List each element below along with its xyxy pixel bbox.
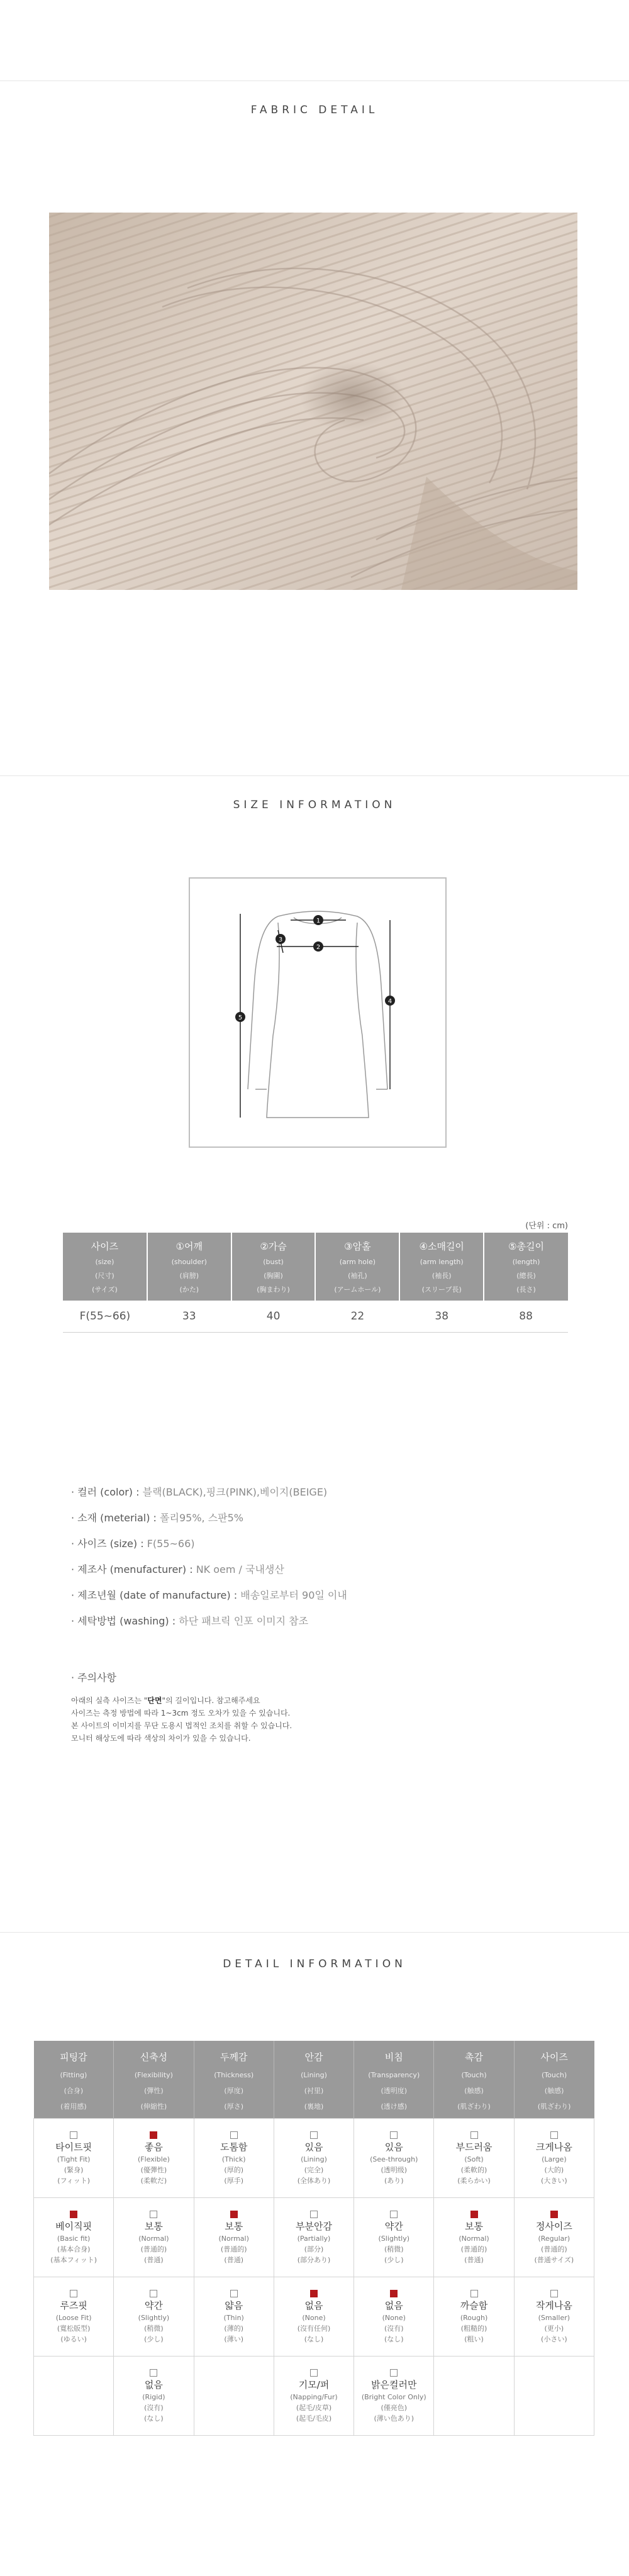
detail-col-en: (Touch): [542, 2071, 567, 2079]
detail-col-en: (Touch): [461, 2071, 487, 2079]
size-col-en: (arm length): [420, 1258, 464, 1266]
detail-option-zh: (基本合身): [57, 2245, 91, 2253]
checked-checkbox-icon: [470, 2211, 478, 2218]
detail-option-label: 없음: [384, 2300, 403, 2311]
size-col-zh: (胸圍): [264, 1272, 283, 1280]
checked-checkbox-icon: [70, 2211, 77, 2218]
detail-option-en: (Loose Fit): [55, 2314, 92, 2322]
detail-option-en: (None): [382, 2314, 406, 2322]
detail-option-jp: (普通): [224, 2256, 243, 2264]
detail-cell: [434, 2277, 514, 2357]
size-cell: 38: [399, 1301, 484, 1333]
detail-option: [114, 2369, 193, 2424]
detail-option: [274, 2211, 353, 2265]
detail-cell: [514, 2119, 594, 2198]
detail-option-jp: (普通): [464, 2256, 484, 2264]
detail-option-zh: (透明级): [381, 2166, 408, 2174]
detail-option: [354, 2290, 433, 2345]
notes-title: · 주의사항: [71, 1672, 116, 1684]
size-col-zh: (袖孔): [348, 1272, 367, 1280]
detail-option-label: 좋음: [144, 2141, 163, 2153]
detail-col-en: (Flexibility): [134, 2071, 173, 2079]
detail-option: [34, 2290, 113, 2345]
note-line-2: 사이즈는 측정 방법에 따라 1~3cm 정도 오차가 있을 수 있습니다.: [71, 1709, 291, 1718]
detail-cell: [354, 2198, 434, 2277]
detail-option-label: 있음: [384, 2141, 403, 2153]
detail-option-label: 약간: [384, 2221, 403, 2232]
size-col-jp: (長さ): [516, 1285, 536, 1294]
size-col-en: (size): [95, 1258, 114, 1266]
detail-option-zh: (寬松版型): [57, 2324, 91, 2333]
product-info-row: [71, 1557, 574, 1582]
detail-option: [434, 2290, 513, 2345]
detail-col-label: 안감: [304, 2051, 323, 2063]
product-info-label: · 컬러 (color) :: [71, 1486, 143, 1498]
checkbox-icon: [470, 2131, 478, 2139]
detail-option-en: (Basic fit): [57, 2235, 91, 2243]
checkbox-icon: [550, 2290, 558, 2297]
detail-col-zh: (彈性): [144, 2087, 164, 2095]
size-col-header: [231, 1233, 316, 1301]
product-info-list: [71, 1479, 574, 1634]
detail-option-zh: (稍微): [144, 2324, 164, 2333]
detail-option-jp: (薄い色あり): [374, 2414, 415, 2423]
detail-cell: [434, 2357, 514, 2436]
detail-option: [194, 2211, 274, 2265]
product-info-label: · 제조년월 (date of manufacture) :: [71, 1589, 241, 1601]
product-info-value: 배송일로부터 90일 이내: [240, 1589, 347, 1601]
caution-notes: [71, 1670, 574, 1745]
detail-option-jp: (起毛/毛皮): [296, 2414, 332, 2423]
detail-col-zh: (触感): [464, 2087, 484, 2095]
detail-option-label: 없음: [304, 2300, 323, 2311]
detail-cell: [274, 2277, 353, 2357]
fabric-photo: [49, 213, 577, 590]
product-info-value: 블랙(BLACK),핑크(PINK),베이지(BEIGE): [142, 1486, 328, 1498]
detail-option-zh: (僅亮色): [381, 2404, 408, 2412]
detail-option-label: 부드러움: [455, 2141, 493, 2153]
marker-5-label: 5: [238, 1014, 243, 1021]
detail-row: [34, 2277, 594, 2357]
checkbox-icon: [150, 2211, 157, 2218]
size-col-jp: (アームホール): [334, 1285, 381, 1294]
top-divider: [0, 80, 629, 81]
knit-fabric-image: [49, 213, 577, 590]
detail-col-jp: (着用感): [60, 2102, 87, 2111]
detail-option-jp: (柔軟だ): [140, 2177, 167, 2185]
detail-option-label: 크게나옴: [535, 2141, 572, 2153]
detail-option-jp: (なし): [144, 2414, 164, 2423]
detail-col-label: 비침: [384, 2051, 403, 2063]
section-divider-size: [0, 775, 629, 776]
detail-option-en: (Normal): [138, 2235, 169, 2243]
size-col-header: [315, 1233, 399, 1301]
detail-option: [274, 2290, 353, 2345]
detail-option: [434, 2131, 513, 2186]
size-cell: F(55~66): [63, 1301, 147, 1333]
detail-option-zh: (稍微): [384, 2245, 404, 2253]
detail-col-jp: (肌ざわり): [537, 2102, 571, 2111]
detail-option-label: 부분안감: [296, 2221, 332, 2232]
detail-option-label: 정사이즈: [535, 2221, 572, 2232]
detail-col-en: (Transparency): [368, 2071, 420, 2079]
product-info-value: NK oem / 국내생산: [196, 1563, 284, 1575]
detail-col-zh: (触感): [544, 2087, 564, 2095]
fabric-detail-title: FABRIC DETAIL: [250, 104, 379, 116]
checkbox-icon: [470, 2290, 478, 2297]
detail-option-label: 타이트핏: [55, 2141, 92, 2153]
detail-option: [515, 2290, 594, 2345]
detail-cell: [434, 2198, 514, 2277]
detail-option-jp: (なし): [384, 2335, 404, 2343]
size-col-header: [484, 1233, 568, 1301]
detail-option-en: (Smaller): [538, 2314, 571, 2322]
detail-option-jp: (少し): [384, 2256, 404, 2264]
detail-cell: [34, 2198, 114, 2277]
checkbox-icon: [390, 2369, 398, 2377]
detail-option-zh: (優彈性): [140, 2166, 167, 2174]
detail-option-en: (Tight Fit): [57, 2155, 91, 2163]
checkbox-icon: [310, 2211, 318, 2218]
detail-option: [34, 2131, 113, 2186]
section-divider-detail: [0, 1932, 629, 1933]
detail-col-jp: (透け感): [381, 2102, 408, 2111]
size-col-label: ③암홀: [344, 1241, 371, 1252]
detail-option-zh: (部分): [304, 2245, 324, 2253]
detail-option-jp: (柔らかい): [457, 2177, 491, 2185]
detail-option-en: (Rigid): [142, 2393, 165, 2401]
detail-option-en: (None): [302, 2314, 326, 2322]
detail-option: [354, 2369, 433, 2424]
size-col-zh: (袖長): [431, 1272, 452, 1280]
detail-option-jp: (少し): [144, 2335, 164, 2343]
detail-cell: [194, 2357, 274, 2436]
detail-col-label: 두께감: [220, 2051, 248, 2063]
detail-option-jp: (普通サイズ): [534, 2256, 574, 2264]
detail-option-en: (Flexible): [137, 2155, 170, 2163]
detail-option-label: 밝은컬러만: [371, 2379, 417, 2390]
detail-option-zh: (完全): [304, 2166, 324, 2174]
marker-3-label: 3: [278, 936, 283, 943]
detail-option-label: 루즈핏: [60, 2300, 87, 2311]
detail-col-en: (Lining): [301, 2071, 327, 2079]
size-col-header: [63, 1233, 147, 1301]
marker-2-label: 2: [316, 944, 321, 951]
detail-option-jp: (基本フィット): [50, 2256, 97, 2264]
marker-4-label: 4: [387, 998, 392, 1005]
checkbox-icon: [550, 2131, 558, 2139]
detail-option-label: 보통: [225, 2221, 243, 2232]
detail-cell: [194, 2277, 274, 2357]
detail-option-zh: (厚的): [224, 2166, 243, 2174]
checkbox-icon: [70, 2290, 77, 2297]
detail-col-zh: (衬里): [304, 2087, 324, 2095]
detail-col-en: (Thickness): [214, 2071, 254, 2079]
detail-cell: [194, 2119, 274, 2198]
detail-cell: [354, 2357, 434, 2436]
size-col-jp: (かた): [179, 1285, 199, 1294]
detail-col-jp: (厚さ): [224, 2102, 243, 2111]
detail-option-jp: (あり): [384, 2177, 404, 2185]
detail-cell: [34, 2357, 114, 2436]
size-col-jp: (サイズ): [92, 1285, 118, 1294]
size-information-title: SIZE INFORMATION: [233, 799, 396, 811]
detail-cell: [34, 2277, 114, 2357]
detail-cell: [514, 2277, 594, 2357]
size-col-label: ①어깨: [175, 1241, 203, 1252]
checkbox-icon: [150, 2369, 157, 2377]
size-table: [63, 1233, 568, 1333]
product-info-row: [71, 1608, 574, 1634]
checkbox-icon: [310, 2369, 318, 2377]
size-col-header: [399, 1233, 484, 1301]
detail-option-jp: (小さい): [541, 2335, 567, 2343]
detail-col-zh: (合身): [64, 2087, 84, 2095]
note-line-3: 본 사이트의 이미지를 무단 도용시 법적인 조치를 취할 수 있습니다.: [71, 1721, 292, 1730]
checkbox-icon: [150, 2290, 157, 2297]
detail-option: [515, 2211, 594, 2265]
detail-option-en: (Regular): [538, 2235, 571, 2243]
size-col-en: (arm hole): [339, 1258, 376, 1266]
detail-option-zh: (沒有): [384, 2324, 404, 2333]
detail-option-label: 없음: [144, 2379, 163, 2390]
product-info-row: [71, 1505, 574, 1531]
checkbox-icon: [70, 2131, 77, 2139]
detail-option-en: (Lining): [301, 2155, 327, 2163]
detail-option-jp: (普通): [144, 2256, 164, 2264]
detail-col-label: 신축성: [140, 2051, 168, 2063]
size-row: [63, 1301, 568, 1333]
detail-option-zh: (普通的): [220, 2245, 247, 2253]
detail-option-jp: (大きい): [541, 2177, 567, 2185]
detail-option-en: (Soft): [464, 2155, 484, 2163]
size-col-en: (shoulder): [171, 1258, 207, 1266]
checkbox-icon: [310, 2131, 318, 2139]
detail-option-en: (Normal): [459, 2235, 489, 2243]
detail-option-label: 있음: [304, 2141, 323, 2153]
detail-option-en: (Normal): [218, 2235, 249, 2243]
detail-option-zh: (沒有任何): [297, 2324, 331, 2333]
detail-option-en: (Slightly): [378, 2235, 410, 2243]
detail-col-zh: (厚度): [224, 2087, 243, 2095]
size-col-label: ④소매길이: [419, 1241, 464, 1252]
product-info-row: [71, 1582, 574, 1608]
detail-option: [354, 2131, 433, 2186]
marker-1-label: 1: [316, 918, 321, 924]
product-info-value: 폴리95%, 스판5%: [160, 1512, 243, 1524]
detail-col-header: [34, 2041, 114, 2119]
detail-option-zh: (起毛/皮草): [296, 2404, 332, 2412]
detail-option-jp: (厚手): [224, 2177, 243, 2185]
detail-col-header: [354, 2041, 434, 2119]
detail-option-zh: (緊身): [64, 2166, 84, 2174]
detail-col-header: [514, 2041, 594, 2119]
detail-option-en: (Partially): [297, 2235, 331, 2243]
detail-option: [274, 2369, 353, 2424]
checkbox-icon: [390, 2211, 398, 2218]
detail-cell: [514, 2357, 594, 2436]
detail-option-label: 보통: [465, 2221, 484, 2232]
detail-cell: [114, 2119, 194, 2198]
checked-checkbox-icon: [150, 2131, 157, 2139]
checked-checkbox-icon: [310, 2290, 318, 2297]
detail-row: [34, 2119, 594, 2198]
detail-option: [114, 2211, 193, 2265]
detail-option-label: 까슬함: [460, 2300, 488, 2311]
note-line-4: 모니터 해상도에 따라 색상의 차이가 있을 수 있습니다.: [71, 1734, 251, 1743]
checked-checkbox-icon: [390, 2290, 398, 2297]
detail-row: [34, 2357, 594, 2436]
detail-option-zh: (薄的): [224, 2324, 243, 2333]
dress-outline-diagram: [190, 879, 445, 1146]
detail-col-label: 사이즈: [540, 2051, 568, 2063]
detail-option-zh: (柔軟的): [460, 2166, 487, 2174]
detail-option-jp: (薄い): [224, 2335, 243, 2343]
detail-col-header: [434, 2041, 514, 2119]
product-info-row: [71, 1531, 574, 1557]
detail-col-jp: (伸縮性): [140, 2102, 167, 2111]
product-info-value: 하단 패브릭 인포 이미지 참조: [179, 1615, 309, 1627]
detail-col-header: [274, 2041, 353, 2119]
detail-option-label: 약간: [144, 2300, 163, 2311]
product-info-label: · 제조사 (menufacturer) :: [71, 1563, 196, 1575]
product-info-value: F(55~66): [147, 1538, 195, 1550]
detail-col-header: [114, 2041, 194, 2119]
size-col-label: 사이즈: [91, 1241, 119, 1252]
detail-option-en: (Thick): [221, 2155, 246, 2163]
product-info-label: · 사이즈 (size) :: [71, 1538, 147, 1550]
detail-option-en: (Bright Color Only): [361, 2393, 426, 2401]
size-col-label: ⑤총길이: [508, 1241, 545, 1252]
checked-checkbox-icon: [550, 2211, 558, 2218]
detail-col-en: (Fitting): [60, 2071, 87, 2079]
checked-checkbox-icon: [230, 2211, 238, 2218]
detail-table: [33, 2041, 594, 2436]
detail-option: [34, 2211, 113, 2265]
product-info-row: [71, 1479, 574, 1505]
detail-option: [274, 2131, 353, 2186]
size-col-en: (length): [512, 1258, 540, 1266]
size-col-header: [147, 1233, 231, 1301]
detail-col-zh: (透明度): [381, 2087, 408, 2095]
detail-option: [114, 2131, 193, 2186]
size-col-zh: (尺寸): [95, 1272, 114, 1280]
detail-option-jp: (粗い): [464, 2335, 484, 2343]
detail-cell: [274, 2119, 353, 2198]
detail-option-zh: (粗糙的): [460, 2324, 487, 2333]
detail-option-label: 도톰함: [220, 2141, 248, 2153]
detail-option-label: 작게나옴: [535, 2300, 572, 2311]
size-cell: 33: [147, 1301, 231, 1333]
detail-cell: [274, 2198, 353, 2277]
detail-option: [515, 2131, 594, 2186]
checkbox-icon: [390, 2131, 398, 2139]
detail-option-label: 기모/퍼: [298, 2379, 330, 2390]
product-info-label: · 소재 (meterial) :: [71, 1512, 160, 1524]
detail-cell: [194, 2198, 274, 2277]
detail-cell: [514, 2198, 594, 2277]
detail-option-zh: (普通的): [541, 2245, 567, 2253]
detail-cell: [114, 2277, 194, 2357]
detail-option-en: (See-through): [370, 2155, 418, 2163]
detail-col-label: 촉감: [465, 2051, 484, 2063]
detail-col-jp: (肌ざわり): [457, 2102, 491, 2111]
detail-cell: [114, 2198, 194, 2277]
size-cell: 22: [315, 1301, 399, 1333]
checkbox-icon: [230, 2290, 238, 2297]
detail-option-jp: (ゆるい): [60, 2335, 87, 2343]
detail-option-jp: (なし): [304, 2335, 324, 2343]
size-col-zh: (肩膀): [179, 1272, 199, 1280]
detail-option: [354, 2211, 433, 2265]
size-col-zh: (總長): [516, 1272, 536, 1280]
detail-option-zh: (普通的): [460, 2245, 487, 2253]
detail-option: [434, 2211, 513, 2265]
detail-cell: [274, 2357, 353, 2436]
detail-option-zh: (更小): [544, 2324, 564, 2333]
detail-option-jp: (フィット): [57, 2177, 90, 2185]
detail-cell: [434, 2119, 514, 2198]
detail-col-label: 피팅감: [60, 2051, 87, 2063]
product-info-label: · 세탁방법 (washing) :: [71, 1615, 179, 1627]
detail-option-en: (Large): [542, 2155, 567, 2163]
detail-cell: [34, 2119, 114, 2198]
detail-option-zh: (大的): [544, 2166, 564, 2174]
size-cell: 88: [484, 1301, 568, 1333]
detail-option-label: 베이직핏: [55, 2221, 92, 2232]
size-col-en: (bust): [263, 1258, 284, 1266]
detail-option-en: (Rough): [460, 2314, 488, 2322]
detail-cell: [114, 2357, 194, 2436]
detail-option-zh: (沒有): [144, 2404, 164, 2412]
detail-option-en: (Thin): [223, 2314, 244, 2322]
detail-option-en: (Napping/Fur): [290, 2393, 338, 2401]
detail-information-title: DETAIL INFORMATION: [223, 1958, 406, 1970]
detail-row: [34, 2198, 594, 2277]
detail-cell: [354, 2119, 434, 2198]
detail-col-header: [194, 2041, 274, 2119]
checkbox-icon: [230, 2131, 238, 2139]
size-cell: 40: [231, 1301, 316, 1333]
size-col-jp: (スリーブ長): [421, 1285, 462, 1294]
detail-option: [194, 2290, 274, 2345]
detail-option: [194, 2131, 274, 2186]
size-col-label: ②가슴: [260, 1241, 287, 1252]
unit-note: (단위 : cm): [525, 1221, 568, 1231]
size-diagram: [189, 877, 447, 1148]
detail-cell: [354, 2277, 434, 2357]
size-col-jp: (胸まわり): [257, 1285, 290, 1294]
detail-col-jp: (裏地): [304, 2102, 324, 2111]
detail-option-label: 보통: [144, 2221, 163, 2232]
detail-option: [114, 2290, 193, 2345]
detail-option-zh: (普通的): [140, 2245, 167, 2253]
detail-option-label: 얇음: [225, 2300, 243, 2311]
detail-option-jp: (部分あり): [297, 2256, 331, 2264]
detail-option-jp: (全体あり): [297, 2177, 331, 2185]
detail-option-en: (Slightly): [138, 2314, 170, 2322]
note-line-1: 아래의 실측 사이즈는 "단면"의 길이입니다. 참고해주세요: [71, 1696, 260, 1705]
